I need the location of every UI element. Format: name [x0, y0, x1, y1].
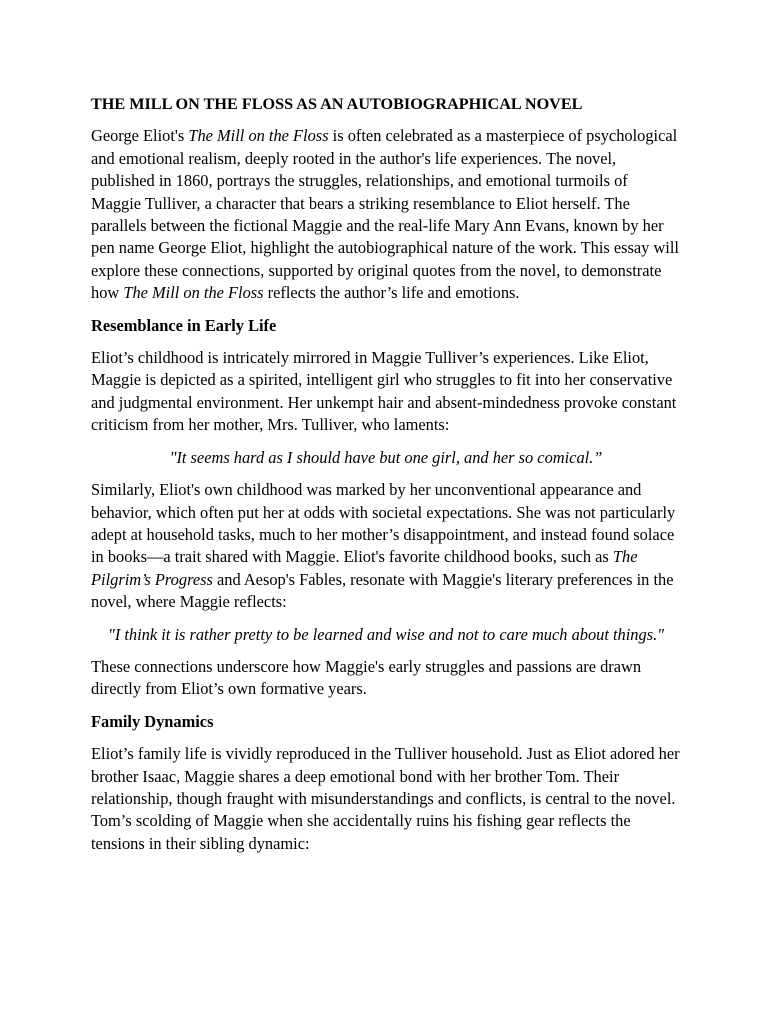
pilgrims-progress-title: The Pilgrim’s Progress: [91, 547, 638, 589]
quote-learned-and-wise: "I think it is rather pretty to be learned and wise and not to care much about things.": [107, 624, 665, 644]
intro-paragraph: [91, 125, 681, 304]
intro-text-1: George Eliot's: [91, 126, 189, 146]
early-life-text-1: Similarly, Eliot's own childhood was marked by her unconventional appearance and behavior, which often put her at odds with societal expectations. She was not particularly adept at household tasks, much to her mother’s disappointment, and instead found solace in books—a trait shared with Maggie. Eliot's favorite childhood books, such as: [91, 480, 676, 567]
section-heading-family-dynamics: Family Dynamics: [91, 711, 214, 731]
intro-book-title-2: The Mill on the Floss: [123, 283, 264, 303]
early-life-paragraph-2: [91, 479, 681, 613]
document-title: THE MILL ON THE FLOSS AS AN AUTOBIOGRAPHICAL NOVEL: [91, 95, 583, 113]
early-life-paragraph-3: These connections underscore how Maggie's early struggles and passions are drawn directly from Eliot’s own formative years.: [91, 656, 642, 699]
quote-comical: "It seems hard as I should have but one girl, and her so comical.”: [169, 447, 603, 467]
document-page: [91, 93, 681, 865]
family-dynamics-paragraph-1: Eliot’s family life is vividly reproduced in the Tulliver household. Just as Eliot adored her brother Isaac, Maggie shares a deep emotional bond with her brother Tom. Their relationship, though fraught with misunderstandings and conflicts, is central to the novel. Tom’s scolding of Maggie when she accidentally ruins his fishing gear reflects the tensions in their sibling dynamic:: [91, 744, 680, 853]
intro-book-title-1: The Mill on the Floss: [188, 126, 329, 146]
intro-text-3: reflects the author’s life and emotions.: [263, 283, 520, 303]
early-life-text-2: and Aesop's Fables, resonate with Maggie's literary preferences in the novel, where Maggie reflects:: [91, 569, 674, 612]
early-life-paragraph-1: Eliot’s childhood is intricately mirrored in Maggie Tulliver’s experiences. Like Eliot, Maggie is depicted as a spirited, intelligent girl who struggles to fit into her conservative and judgmental environment. Her unkempt hair and absent-mindedness provoke constant criticism from her mother, Mrs. Tulliver, who laments:: [91, 348, 677, 435]
intro-text-2: is often celebrated as a masterpiece of psychological and emotional realism, deeply rooted in the author's life experiences. The novel, published in 1860, portrays the struggles, relationships, and emotional turmoils of Maggie Tulliver, a character that bears a striking resemblance to Eliot herself. The parallels between the fictional Maggie and the real-life Mary Ann Evans, known by her pen name George Eliot, highlight the autobiographical nature of the work. This essay will explore these connections, supported by original quotes from the novel, to demonstrate how: [91, 126, 679, 303]
section-heading-early-life: Resemblance in Early Life: [91, 315, 277, 335]
